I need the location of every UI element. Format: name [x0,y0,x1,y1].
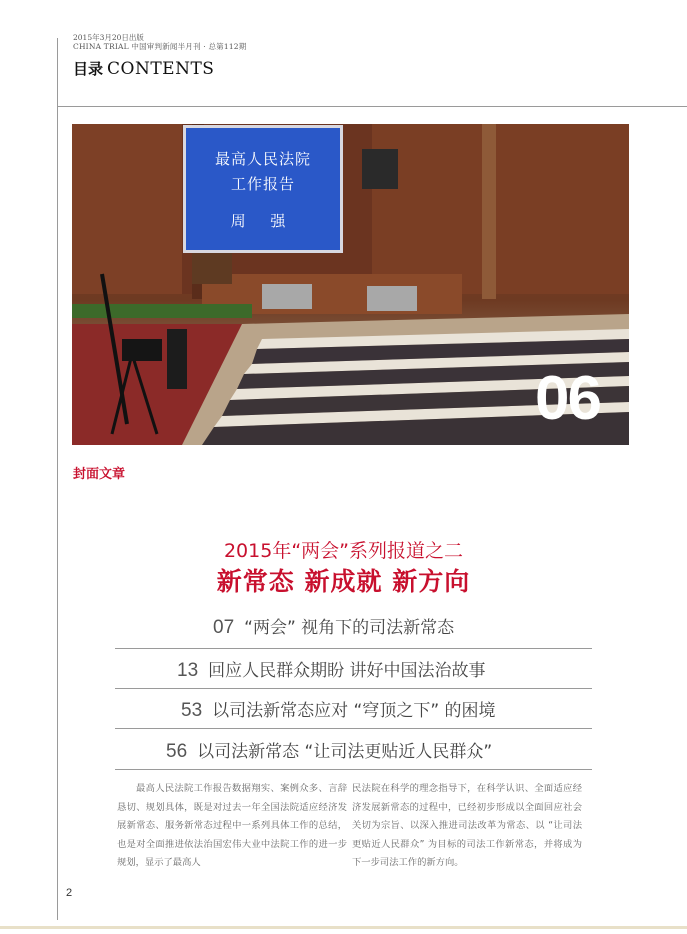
section-label: 封面文章 [73,467,126,482]
report-screen [183,125,343,253]
body-text-right: 民法院在科学的理念指导下，在科学认识、全面适应经济发展新常态的过程中，已经初步形成以全面回应社会关切为宗旨、以深入推进司法改革为常态、以 “让司法更贴近人民群众” 为目标的司法工作新常态，并将成为下一步司法工作的新方向。 [352,783,582,868]
publication-date: 2015年3月20日出版 [73,33,144,42]
toc-item-title: 回应人民群众期盼 讲好中国法治故事 [208,661,486,681]
masthead [73,33,246,51]
cover-page-number: 06 [535,364,600,433]
toc-item[interactable] [115,696,592,722]
toc-separator [115,728,592,729]
toc-separator [115,769,592,770]
toc-item-number: 53 [181,700,203,721]
headline: 新常态 新成就 新方向 [216,567,471,596]
series-title: 2015年“两会”系列报道之二 [223,540,464,562]
contents-title-cn: 目录 [73,60,104,78]
body-text-left: 最高人民法院工作报告数据翔实、案例众多、言辞恳切、规划具体，既是对过去一年全国法院适应经济发展新常态、服务新常态过程中一系列具体工作的总结，也是对全面推进依法治国宏伟大业中法院工作的进一步规划，显示了最高人 [117,783,347,868]
bottom-rule [0,926,687,929]
toc-item[interactable] [115,656,592,682]
toc-item-number: 13 [177,660,199,681]
header-rule [57,106,687,107]
toc-item-number: 07 [213,617,235,638]
contents-title [73,58,214,79]
page-folio: 2 [66,887,73,899]
toc-item-title: 以司法新常态应对 “穹顶之下” 的困境 [212,701,496,721]
contents-title-en: CONTENTS [107,59,215,79]
toc-item-title: “两会” 视角下的司法新常态 [244,618,455,638]
issue-info: CHINA TRIAL 中国审判新闻半月刊 · 总第112期 [73,42,247,51]
left-vertical-rule [57,38,58,920]
cover-photo [72,124,629,445]
toc-separator [115,688,592,689]
toc-separator [115,648,592,649]
toc-item-title: 以司法新常态 “让司法更贴近人民群众” [197,742,493,762]
screen-line-2: 工作报告 [230,175,295,193]
toc-item-number: 56 [166,741,188,762]
screen-line-3: 周 强 [230,212,296,230]
screen-line-1: 最高人民法院 [214,150,311,168]
toc-item[interactable] [115,613,592,639]
toc-item[interactable] [115,737,592,763]
